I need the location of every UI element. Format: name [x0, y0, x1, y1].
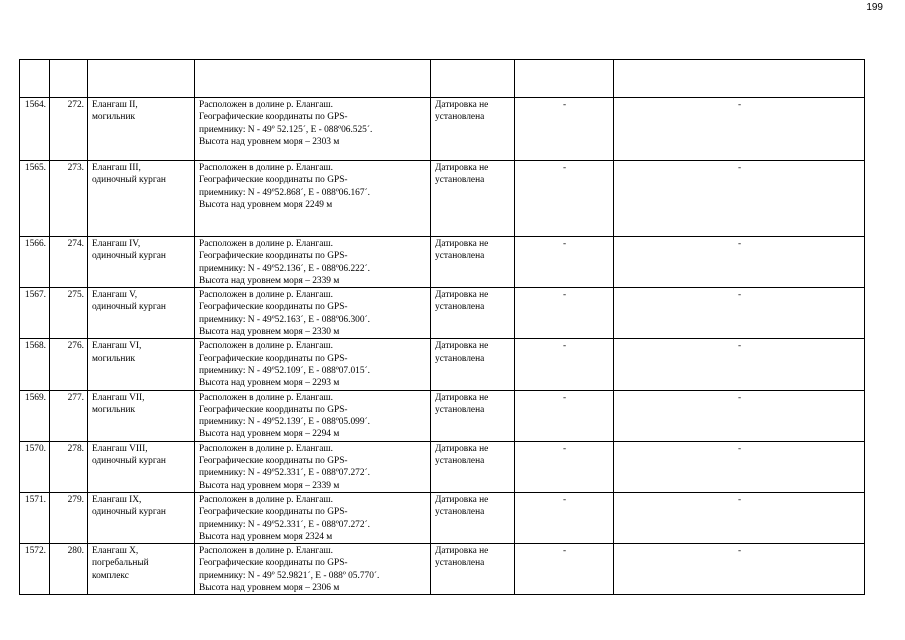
table-row [20, 544, 865, 595]
registry-number-text: 1564. [24, 100, 46, 110]
monument-description [195, 492, 431, 543]
monument-description [195, 98, 431, 161]
column-6-value-text: - [562, 494, 567, 505]
monument-description-line: Географические координаты по GPS- [199, 404, 348, 415]
column-7-value-text: - [737, 290, 742, 301]
registry-number-text: 1568. [24, 341, 46, 352]
sub-number-text: 277. [67, 392, 84, 403]
monument-name-line: Елангаш V, [92, 290, 138, 301]
registry-number [20, 544, 50, 595]
dating [431, 441, 515, 492]
column-7-value [614, 390, 865, 441]
column-7-value-text: - [737, 546, 742, 557]
dating-line: Датировка не [435, 290, 489, 301]
registry-number-text: 1569. [24, 392, 46, 403]
monument-description-line: Расположен в долине р. Елангаш. [199, 443, 333, 454]
column-6-value [515, 390, 614, 441]
monument-description-line: Расположен в долине р. Елангаш. [199, 494, 333, 505]
monument-description [195, 237, 431, 288]
monument-description-line: приемнику: N - 49º52.136´, E - 088º06.222´. [199, 263, 370, 274]
monument-name-line: одиночный курган [92, 175, 166, 186]
table-row [20, 390, 865, 441]
column-6-value [515, 492, 614, 543]
monument-description-line: Расположен в долине р. Елангаш. [199, 392, 333, 403]
column-6-value [515, 161, 614, 237]
column-6-value [515, 544, 614, 595]
monument-description [195, 339, 431, 390]
sub-number [50, 390, 88, 441]
monument-description-line: приемнику: N - 49º52.331´, E - 088º07.272´. [199, 519, 370, 530]
column-6-value [515, 339, 614, 390]
column-7-value-text: - [737, 163, 742, 173]
table-header-row [20, 60, 865, 98]
dating-line: Датировка не [435, 239, 489, 249]
sub-number-text: 276. [67, 341, 84, 352]
sub-number-text: 274. [67, 239, 84, 249]
dating-line: установлена [435, 507, 485, 518]
column-6-value-text: - [562, 290, 567, 301]
column-7-value-text: - [737, 239, 742, 249]
header-cell [431, 60, 515, 98]
column-7-value [614, 339, 865, 390]
dating [431, 492, 515, 543]
table-body [20, 60, 865, 595]
monument-description-line: Высота над уровнем моря – 2330 м [199, 327, 340, 338]
monument-description-line: приемнику: N - 49º52.163´, E - 088º06.300´. [199, 314, 370, 325]
table-row [20, 492, 865, 543]
column-7-value-text: - [737, 443, 742, 454]
monument-description-line: приемнику: N - 49º52.868´, E - 088º06.167´. [199, 187, 370, 198]
dating [431, 544, 515, 595]
registry-number-text: 1571. [24, 494, 46, 505]
monument-name [88, 339, 195, 390]
sub-number [50, 288, 88, 339]
header-cell [515, 60, 614, 98]
dating-line: установлена [435, 112, 485, 123]
dating-line: установлена [435, 404, 485, 415]
monument-description-line: Высота над уровнем моря 2249 м [199, 199, 333, 210]
column-6-value-text: - [562, 546, 567, 557]
table-row [20, 98, 865, 161]
monument-description-line: Географические координаты по GPS- [199, 175, 348, 186]
monument-name-line: могильник [92, 112, 136, 123]
registry-number [20, 339, 50, 390]
dating [431, 339, 515, 390]
monument-description-line: Расположен в долине р. Елангаш. [199, 546, 333, 557]
monument-description [195, 390, 431, 441]
sub-number-text: 279. [67, 494, 84, 505]
monument-description-line: Расположен в долине р. Елангаш. [199, 239, 333, 249]
sub-number [50, 98, 88, 161]
monument-description-line: Высота над уровнем моря – 2339 м [199, 480, 340, 491]
monument-name-line: погребальный [92, 558, 149, 569]
sub-number [50, 237, 88, 288]
monument-name [88, 237, 195, 288]
table-row [20, 288, 865, 339]
monument-description-line: Расположен в долине р. Елангаш. [199, 163, 333, 173]
sub-number [50, 441, 88, 492]
table-row [20, 441, 865, 492]
dating-line: Датировка не [435, 494, 489, 505]
sub-number-text: 273. [67, 163, 84, 173]
column-7-value-text: - [737, 494, 742, 505]
monument-description [195, 288, 431, 339]
column-6-value-text: - [562, 163, 567, 173]
sub-number-text: 280. [67, 546, 84, 557]
monument-name-line: одиночный курган [92, 251, 166, 262]
monument-description-line: приемнику: N - 49º52.331´, E - 088º07.272´. [199, 468, 370, 479]
monument-name-line: Елангаш VI, [92, 341, 142, 352]
registry-number [20, 98, 50, 161]
monument-description-line: приемнику: N - 49º 52.125´, E - 088º06.525´. [199, 124, 373, 135]
column-7-value [614, 288, 865, 339]
sub-number [50, 339, 88, 390]
dating-line: установлена [435, 251, 485, 262]
monument-description-line: Географические координаты по GPS- [199, 112, 348, 123]
sub-number [50, 492, 88, 543]
monument-name [88, 98, 195, 161]
sub-number [50, 161, 88, 237]
registry-number [20, 237, 50, 288]
dating [431, 161, 515, 237]
dating-line: установлена [435, 175, 485, 186]
header-cell [195, 60, 431, 98]
dating-line: Датировка не [435, 546, 489, 557]
column-7-value-text: - [737, 100, 742, 110]
monument-description-line: Географические координаты по GPS- [199, 456, 348, 467]
dating-line: установлена [435, 302, 485, 313]
column-6-value [515, 441, 614, 492]
monument-name-line: одиночный курган [92, 507, 166, 518]
monument-description-line: Расположен в долине р. Елангаш. [199, 290, 333, 301]
monument-name-line: одиночный курган [92, 456, 166, 467]
column-6-value [515, 288, 614, 339]
monument-name-line: Елангаш IV, [92, 239, 141, 249]
monument-registry-table [19, 59, 865, 595]
header-cell [20, 60, 50, 98]
dating-line: установлена [435, 558, 485, 569]
dating [431, 98, 515, 161]
table-row [20, 237, 865, 288]
column-6-value-text: - [562, 392, 567, 403]
monument-description-line: Высота над уровнем моря – 2294 м [199, 429, 340, 440]
registry-number-text: 1567. [24, 290, 46, 301]
monument-description-line: Расположен в долине р. Елангаш. [199, 100, 333, 110]
monument-name-line: Елангаш VII, [92, 392, 145, 403]
column-6-value-text: - [562, 100, 567, 110]
column-7-value [614, 98, 865, 161]
dating-line: Датировка не [435, 100, 489, 110]
sub-number-text: 272. [67, 100, 84, 110]
monument-name [88, 544, 195, 595]
monument-name-line: комплекс [92, 570, 129, 581]
monument-name-line: Елангаш VIII, [92, 443, 148, 454]
monument-name-line: Елангаш III, [92, 163, 141, 173]
monument-description-line: Расположен в долине р. Елангаш. [199, 341, 333, 352]
registry-number [20, 161, 50, 237]
column-6-value-text: - [562, 341, 567, 352]
column-7-value-text: - [737, 341, 742, 352]
monument-name [88, 441, 195, 492]
monument-name-line: Елангаш IX, [92, 494, 142, 505]
column-7-value [614, 492, 865, 543]
monument-name-line: могильник [92, 353, 136, 364]
column-7-value [614, 161, 865, 237]
monument-description [195, 161, 431, 237]
page-number: 199 [866, 2, 883, 13]
header-cell [88, 60, 195, 98]
monument-description-line: Высота над уровнем моря 2324 м [199, 531, 333, 542]
column-6-value-text: - [562, 239, 567, 249]
dating [431, 237, 515, 288]
dating-line: Датировка не [435, 341, 489, 352]
dating-line: Датировка не [435, 392, 489, 403]
column-7-value-text: - [737, 392, 742, 403]
monument-name [88, 492, 195, 543]
monument-name-line: одиночный курган [92, 302, 166, 313]
table-row [20, 339, 865, 390]
dating-line: Датировка не [435, 163, 489, 173]
monument-description [195, 441, 431, 492]
monument-description-line: Высота над уровнем моря – 2306 м [199, 583, 340, 594]
monument-description [195, 544, 431, 595]
monument-description-line: Высота над уровнем моря – 2303 м [199, 136, 340, 147]
column-6-value-text: - [562, 443, 567, 454]
monument-description-line: Географические координаты по GPS- [199, 251, 348, 262]
dating-line: установлена [435, 456, 485, 467]
header-cell [50, 60, 88, 98]
column-6-value [515, 237, 614, 288]
monument-description-line: Высота над уровнем моря – 2339 м [199, 275, 340, 286]
dating-line: Датировка не [435, 443, 489, 454]
monument-description-line: Географические координаты по GPS- [199, 302, 348, 313]
sub-number-text: 278. [67, 443, 84, 454]
dating [431, 288, 515, 339]
monument-description-line: приемнику: N - 49º52.109´, E - 088º07.015´. [199, 365, 370, 376]
registry-number [20, 492, 50, 543]
monument-description-line: Географические координаты по GPS- [199, 353, 348, 364]
monument-description-line: Высота над уровнем моря – 2293 м [199, 378, 340, 389]
monument-name-line: могильник [92, 404, 136, 415]
monument-name-line: Елангаш X, [92, 546, 139, 557]
registry-number [20, 441, 50, 492]
monument-name [88, 161, 195, 237]
registry-number [20, 288, 50, 339]
column-6-value [515, 98, 614, 161]
dating [431, 390, 515, 441]
column-7-value [614, 237, 865, 288]
registry-number-text: 1572. [24, 546, 46, 557]
sub-number-text: 275. [67, 290, 84, 301]
registry-number [20, 390, 50, 441]
table-row [20, 161, 865, 237]
registry-number-text: 1566. [24, 239, 46, 249]
monument-description-line: приемнику: N - 49º52.139´, E - 088º05.099´. [199, 417, 370, 428]
column-7-value [614, 544, 865, 595]
monument-description-line: Географические координаты по GPS- [199, 558, 348, 569]
registry-number-text: 1565. [24, 163, 46, 173]
header-cell [614, 60, 865, 98]
column-7-value [614, 441, 865, 492]
monument-description-line: приемнику: N - 49º 52.9821´, E - 088º 05.770´. [199, 570, 380, 581]
monument-description-line: Географические координаты по GPS- [199, 507, 348, 518]
monument-name [88, 288, 195, 339]
monument-name [88, 390, 195, 441]
dating-line: установлена [435, 353, 485, 364]
registry-number-text: 1570. [24, 443, 46, 454]
sub-number [50, 544, 88, 595]
monument-name-line: Елангаш II, [92, 100, 138, 110]
